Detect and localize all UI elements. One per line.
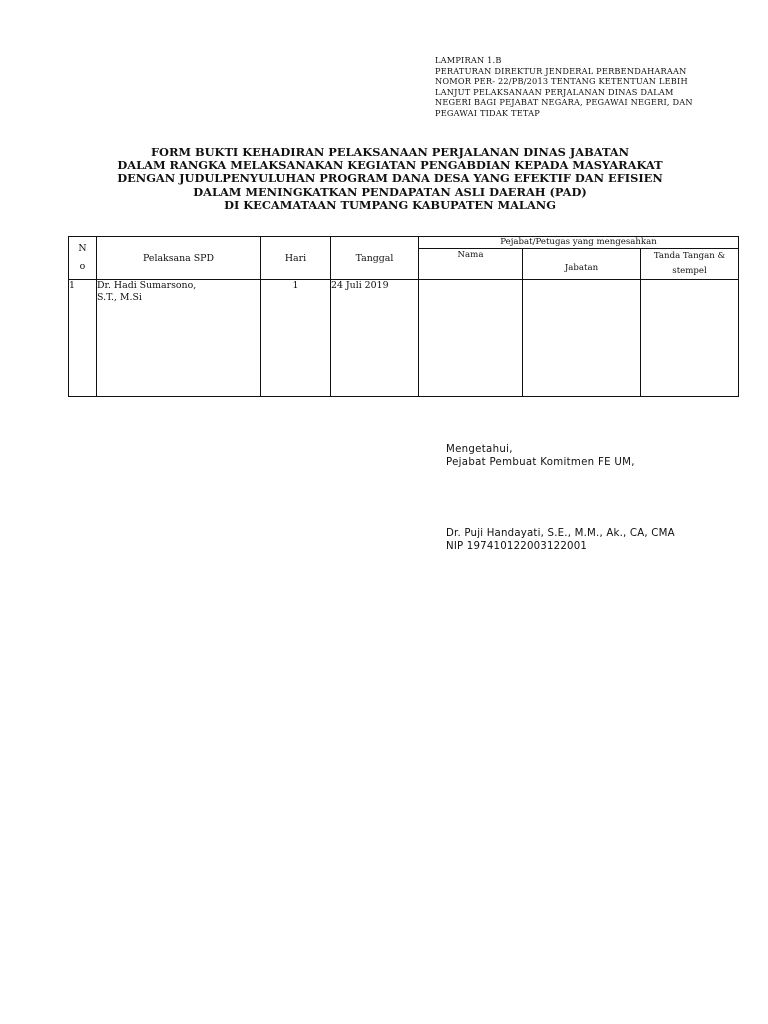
signatory-name: Dr. Puji Handayati, S.E., M.M., Ak., CA, CMA	[446, 528, 675, 539]
header-hari: Hari	[261, 237, 331, 280]
title-line: DALAM MENINGKATKAN PENDAPATAN ASLI DAERAH (PAD)	[193, 184, 587, 199]
attachment-line: PERATURAN DIREKTUR JENDERAL PERBENDAHARAAN	[435, 65, 687, 76]
attachment-line: PEGAWAI TIDAK TETAP	[435, 107, 540, 118]
header-pelaksana: Pelaksana SPD	[97, 237, 261, 280]
attachment-line: NEGERI BAGI PEJABAT NEGARA, PEGAWAI NEGERI, DAN	[435, 97, 693, 108]
attachment-line: NOMOR PER- 22/PB/2013 TENTANG KETENTUAN LEBIH	[435, 76, 688, 87]
signatory-block	[446, 528, 756, 553]
form-title	[60, 146, 720, 212]
attachment-reference	[435, 55, 755, 119]
header-tanda-tangan-line2: stempel	[672, 266, 707, 276]
acknowledgement-line2: Pejabat Pembuat Komitmen FE UM,	[446, 456, 635, 468]
cell-no: 1	[69, 280, 97, 397]
header-no-line2: o	[79, 261, 86, 272]
header-no-line1: N	[78, 243, 87, 254]
cell-jabatan	[523, 280, 641, 397]
attachment-line: LAMPIRAN 1.B	[435, 55, 502, 65]
acknowledgement	[446, 444, 756, 469]
header-tanggal: Tanggal	[331, 237, 419, 280]
cell-pelaksana	[97, 280, 261, 397]
header-no	[69, 237, 97, 280]
acknowledgement-line1: Mengetahui,	[446, 444, 513, 455]
header-pejabat-group: Pejabat/Petugas yang mengesahkan	[419, 237, 739, 249]
attachment-line: LANJUT PELAKSANAAN PERJALANAN DINAS DALAM	[435, 86, 674, 97]
title-line: DENGAN JUDULPENYULUHAN PROGRAM DANA DESA YANG EFEKTIF DAN EFISIEN	[117, 171, 663, 186]
cell-hari: 1	[261, 280, 331, 397]
title-line: DALAM RANGKA MELAKSANAKAN KEGIATAN PENGABDIAN KEPADA MASYARAKAT	[117, 158, 663, 173]
header-tanda-tangan	[641, 249, 739, 280]
cell-pelaksana-line2: S.T., M.Si	[97, 291, 142, 303]
cell-tanggal: 24 Juli 2019	[331, 280, 419, 397]
table-row	[69, 280, 739, 397]
title-line: FORM BUKTI KEHADIRAN PELAKSANAAN PERJALANAN DINAS JABATAN	[150, 145, 630, 159]
attendance-table	[68, 236, 739, 397]
cell-nama	[419, 280, 523, 397]
header-nama: Nama	[419, 249, 523, 280]
header-jabatan: Jabatan	[523, 249, 641, 280]
signatory-nip: NIP 197410122003122001	[446, 540, 588, 552]
cell-pelaksana-line1: Dr. Hadi Sumarsono,	[97, 280, 197, 291]
header-tanda-tangan-line1: Tanda Tangan &	[653, 251, 726, 261]
title-line: DI KECAMATAAN TUMPANG KABUPATEN MALANG	[224, 197, 556, 212]
cell-tanda-tangan	[641, 280, 739, 397]
